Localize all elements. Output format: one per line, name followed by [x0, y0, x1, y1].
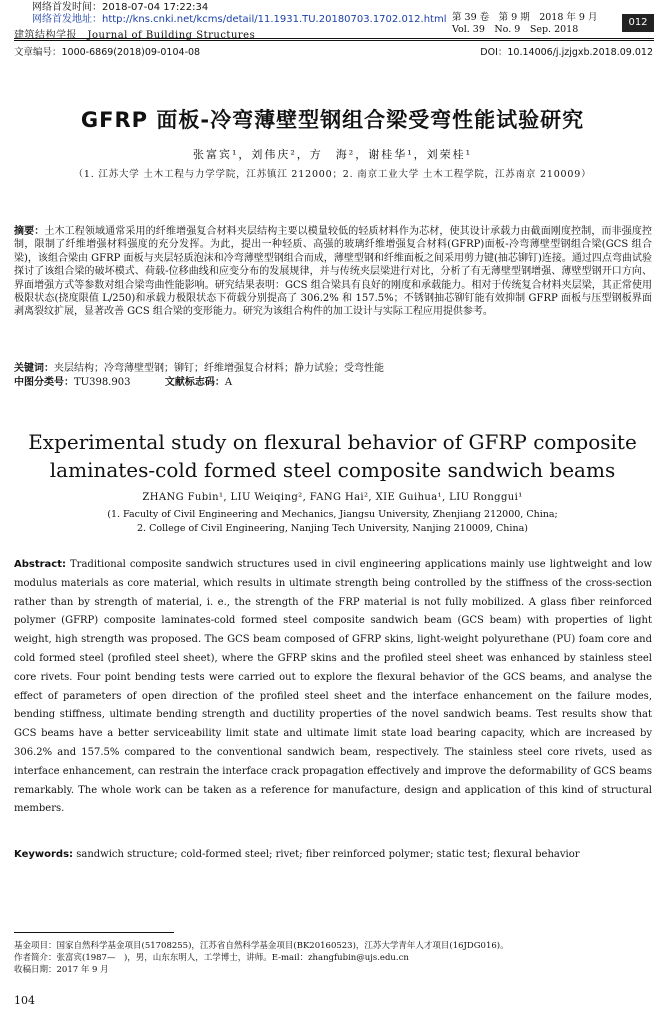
- header-rule: [14, 38, 654, 39]
- affiliation-en-line1: (1. Faculty of Civil Engineering and Mechanics, Jiangsu University, Zhenjiang 212000, China;: [107, 509, 558, 520]
- doi: DOI：10.14006/j.jzjgxb.2018.09.012: [480, 47, 653, 58]
- paper-title-cn: GFRP 面板-冷弯薄壁型钢组合梁受弯性能试验研究: [80, 108, 585, 132]
- footnote-rule: [14, 932, 174, 933]
- keywords-cn-label: 关键词：: [14, 363, 54, 374]
- doc-code-label: 文献标志码：: [164, 377, 225, 388]
- keywords-cn: [14, 362, 652, 375]
- paper-title-en: [0, 428, 665, 484]
- class-label: 中图分类号：: [14, 377, 74, 388]
- footnote-fund: 基金项目：国家自然科学基金项目(51708255)，江苏省自然科学基金项目(BK20160523)，江苏大学青年人才项目(16JDG016)。: [14, 941, 509, 951]
- abstract-en-text: Traditional composite sandwich structures used in civil engineering applications mainly use lightweight and low modulus materials as core material, which results in ultimate strength being controlled by the stiffness of the cross-section rather than by strength of material, i. e., the strength of the FRP material is not fully mobilized. A glass fiber reinforced polymer (GFRP) composite laminates-cold formed steel composite sandwich beam (GCS beam) with properties of light weight, high strength was proposed. The GCS beam composed of GFRP skins, light-weight polyurethane (PU) foam core and cold formed steel (profiled steel sheet), where the GFRP skins and the profiled steel sheet was enhanced by stainless steel core rivets. Four point bending tests were carried out to explore the flexural behavior of the GCS beams, and analyse the effect of parameters of open direction of the profiled steel sheet and the interface enhancement on the failure modes, bending stiffness, ultimate bending strength and ductility properties of the novel sandwich beams. Test results show that GCS beams have a better serviceability limit state and ultimate limit state load bearing capacity, which are increased by 306.2% and 157.5% compared to the conventional sandwich beam, respectively. The stainless steel core rivets, used as interface enhancement, can restrain the interface crack propagation effectively and improve the deformability of GCS beams remarkably. The whole work can be taken as a reference for manufacture, design and application of this kind of structural members.: [14, 559, 653, 815]
- abstract-en-label: Abstract:: [14, 559, 67, 570]
- footnotes: [14, 940, 654, 976]
- footnote-author: 作者简介：张富宾(1987— )，男，山东东明人，工学博士，讲师。E-mail：zhangfubin@ujs.edu.cn: [14, 953, 409, 963]
- header-rule-thin: [14, 40, 654, 41]
- affiliation-en-line2: 2. College of Civil Engineering, Nanjing Tech University, Nanjing 210009, China): [137, 523, 528, 534]
- journal-name: 建筑结构学报 Journal of Building Structures: [14, 30, 256, 41]
- paper-title-en-line2: laminates-cold formed steel composite sandwich beams: [49, 458, 616, 482]
- class-number: TU398.903: [74, 377, 131, 388]
- keywords-en-text: sandwich structure; cold-formed steel; rivet; fiber reinforced polymer; static test; flexural behavior: [76, 849, 580, 860]
- keywords-en: [14, 848, 652, 862]
- online-publish-time: 网络首发时间：2018-07-04 17:22:34: [32, 2, 209, 13]
- page-box: 012: [622, 14, 654, 32]
- article-number: 文章编号：1000-6869(2018)09-0104-08: [14, 47, 201, 58]
- abstract-cn-text: 土木工程领域通常采用的纤维增强复合材料夹层结构主要以模量较低的轻质材料作为芯材，使其设计承载力由截面刚度控制，而非强度控制，限制了纤维增强材料强度的充分发挥。为此，提出一种轻质、高强的玻璃纤维增强复合材料(GFRP)面板-冷弯薄壁型钢组合梁(GCS 组合梁)，该组合梁由 GFRP 面板与夹层轻质泡沫和冷弯薄壁型钢组合而成，薄壁型钢和纤维面板之间采用剪力键(抽芯铆钉)连接。通过四点弯曲试验探讨了该组合梁的破坏模式、荷载-位移曲线和应变分布的发展规律，并与传统夹层梁进行对比，分析了有无薄壁型钢增强、薄壁型钢开口方向、界面增强方式等参数对组合梁弯曲性能影响。研究结果表明：GCS 组合梁具有良好的刚度和承载能力。相对于传统复合材料夹层梁，其正常使用极限状态(挠度限值 L/250)和承载力极限状态下荷载分别提高了 306.2% 和 157.5%；不锈钢抽芯铆钉能有效抑制 GFRP 面板与压型钢板界面剥离裂纹扩展，显著改善 GCS 组合梁的变形能力。研究为该组合构件的加工设计与实际工程应用提供参考。: [14, 226, 653, 318]
- doc-code: A: [224, 377, 233, 388]
- journal-issue-cn: 第 39 卷 第 9 期 2018 年 9 月: [452, 12, 598, 23]
- abstract-en: [14, 556, 652, 819]
- journal-issue-en: Vol. 39 No. 9 Sep. 2018: [452, 24, 579, 35]
- authors-cn: 张富宾¹，刘伟庆²，方 海²，谢桂华¹，刘荣桂¹: [192, 148, 473, 161]
- authors-en: ZHANG Fubin¹, LIU Weiqing², FANG Hai², XIE Guihua¹, LIU Ronggui¹: [142, 492, 523, 503]
- journal-issue: [452, 12, 598, 36]
- classification: [14, 376, 232, 389]
- abstract-cn: [14, 225, 652, 319]
- affiliation-cn: （1. 江苏大学 土木工程与力学学院，江苏镇江 212000；2. 南京工业大学 土木工程学院，江苏南京 210009）: [73, 169, 592, 180]
- abstract-cn-label: 摘要：: [14, 226, 45, 237]
- keywords-cn-text: 夹层结构；冷弯薄壁型钢；铆钉；纤维增强复合材料；静力试验；受弯性能: [54, 363, 384, 374]
- affiliation-en: [0, 508, 665, 536]
- page-number: 104: [14, 994, 35, 1007]
- keywords-en-label: Keywords:: [14, 849, 74, 860]
- footnote-received: 收稿日期：2017 年 9 月: [14, 965, 109, 975]
- online-publish-url[interactable]: 网络首发地址：http://kns.cnki.net/kcms/detail/11.1931.TU.20180703.1702.012.html: [32, 14, 447, 25]
- paper-title-en-line1: Experimental study on flexural behavior of GFRP composite: [28, 430, 637, 454]
